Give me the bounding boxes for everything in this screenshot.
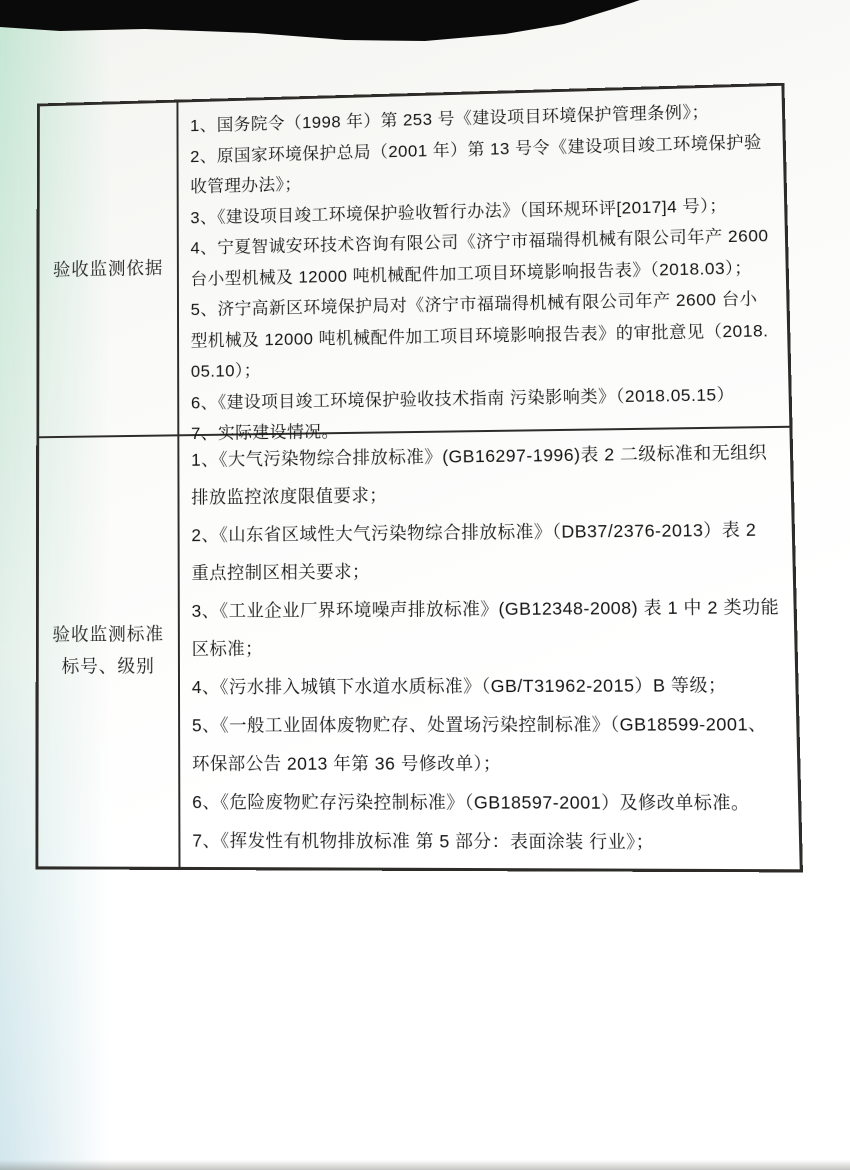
- list-item: 6、《建设项目竣工环境保护验收技术指南 污染影响类》（2018.05.15）: [190, 384, 735, 412]
- row-header-monitoring-standards: [38, 436, 180, 867]
- monitoring-standards-content: [179, 428, 799, 869]
- table-row-monitoring-standards: [38, 428, 799, 869]
- list-item: 7、实际建设情况。: [191, 422, 339, 444]
- list-item: 2、原国家环境保护总局（2001 年）第 13 号令《建设项目竣工环境保护验收管理办法》；: [190, 132, 762, 197]
- list-item: 3、《建设项目竣工环境保护验收暂行办法》（国环规环评[2017]4 号）；: [190, 195, 728, 227]
- row-header-acceptance-basis: [39, 103, 179, 437]
- list-item: 1、《大气污染物综合排放标准》(GB16297-1996)表 2 二级标准和无组织排放监控浓度限值要求；: [191, 442, 768, 508]
- list-item: 6、《危险废物贮存污染控制标准》（GB18597-2001）及修改单标准。: [192, 791, 750, 814]
- row-header-label-line1: 验收监测标准: [52, 624, 165, 645]
- list-item: 5、《一般工业固体废物贮存、处置场污染控制标准》（GB18599-2001、环保部公告 2013 年第 36 号修改单）；: [191, 713, 767, 774]
- list-item: 7、《挥发性有机物排放标准 第 5 部分：表面涂装 行业》；: [192, 830, 655, 853]
- scan-top-edge-artifact: [0, 0, 850, 50]
- list-item: 1、国务院令（1998 年）第 253 号《建设项目环境保护管理条例》；: [190, 102, 710, 136]
- list-item: 3、《工业企业厂界环境噪声排放标准》(GB12348-2008) 表 1 中 2 类功能区标准；: [191, 596, 780, 660]
- row-header-label: 验收监测依据: [52, 258, 164, 280]
- monitoring-info-table: [35, 83, 803, 873]
- list-item: 4、《污水排入城镇下水道水质标准》（GB/T31962-2015）B 等级；: [191, 674, 727, 698]
- list-item: 5、济宁高新区环境保护局对《济宁市福瑞得机械有限公司年产 2600 台小型机械及 12000 吨机械配件加工项目环境影响报告表》的审批意见（2018.05.10）；: [190, 289, 769, 381]
- row-header-label-line2: 标号、级别: [61, 656, 155, 677]
- list-item: 2、《山东省区域性大气污染物综合排放标准》（DB37/2376-2013）表 2 重点控制区相关要求；: [191, 519, 757, 584]
- list-item: 4、宁夏智诚安环技术咨询有限公司《济宁市福瑞得机械有限公司年产 2600 台小型机械及 12000 吨机械配件加工项目环境影响报告表》（2018.03）；: [190, 226, 769, 289]
- acceptance-basis-content: [178, 86, 789, 444]
- table-row-acceptance-basis: [39, 86, 789, 444]
- scan-bottom-edge-artifact: [0, 1160, 850, 1170]
